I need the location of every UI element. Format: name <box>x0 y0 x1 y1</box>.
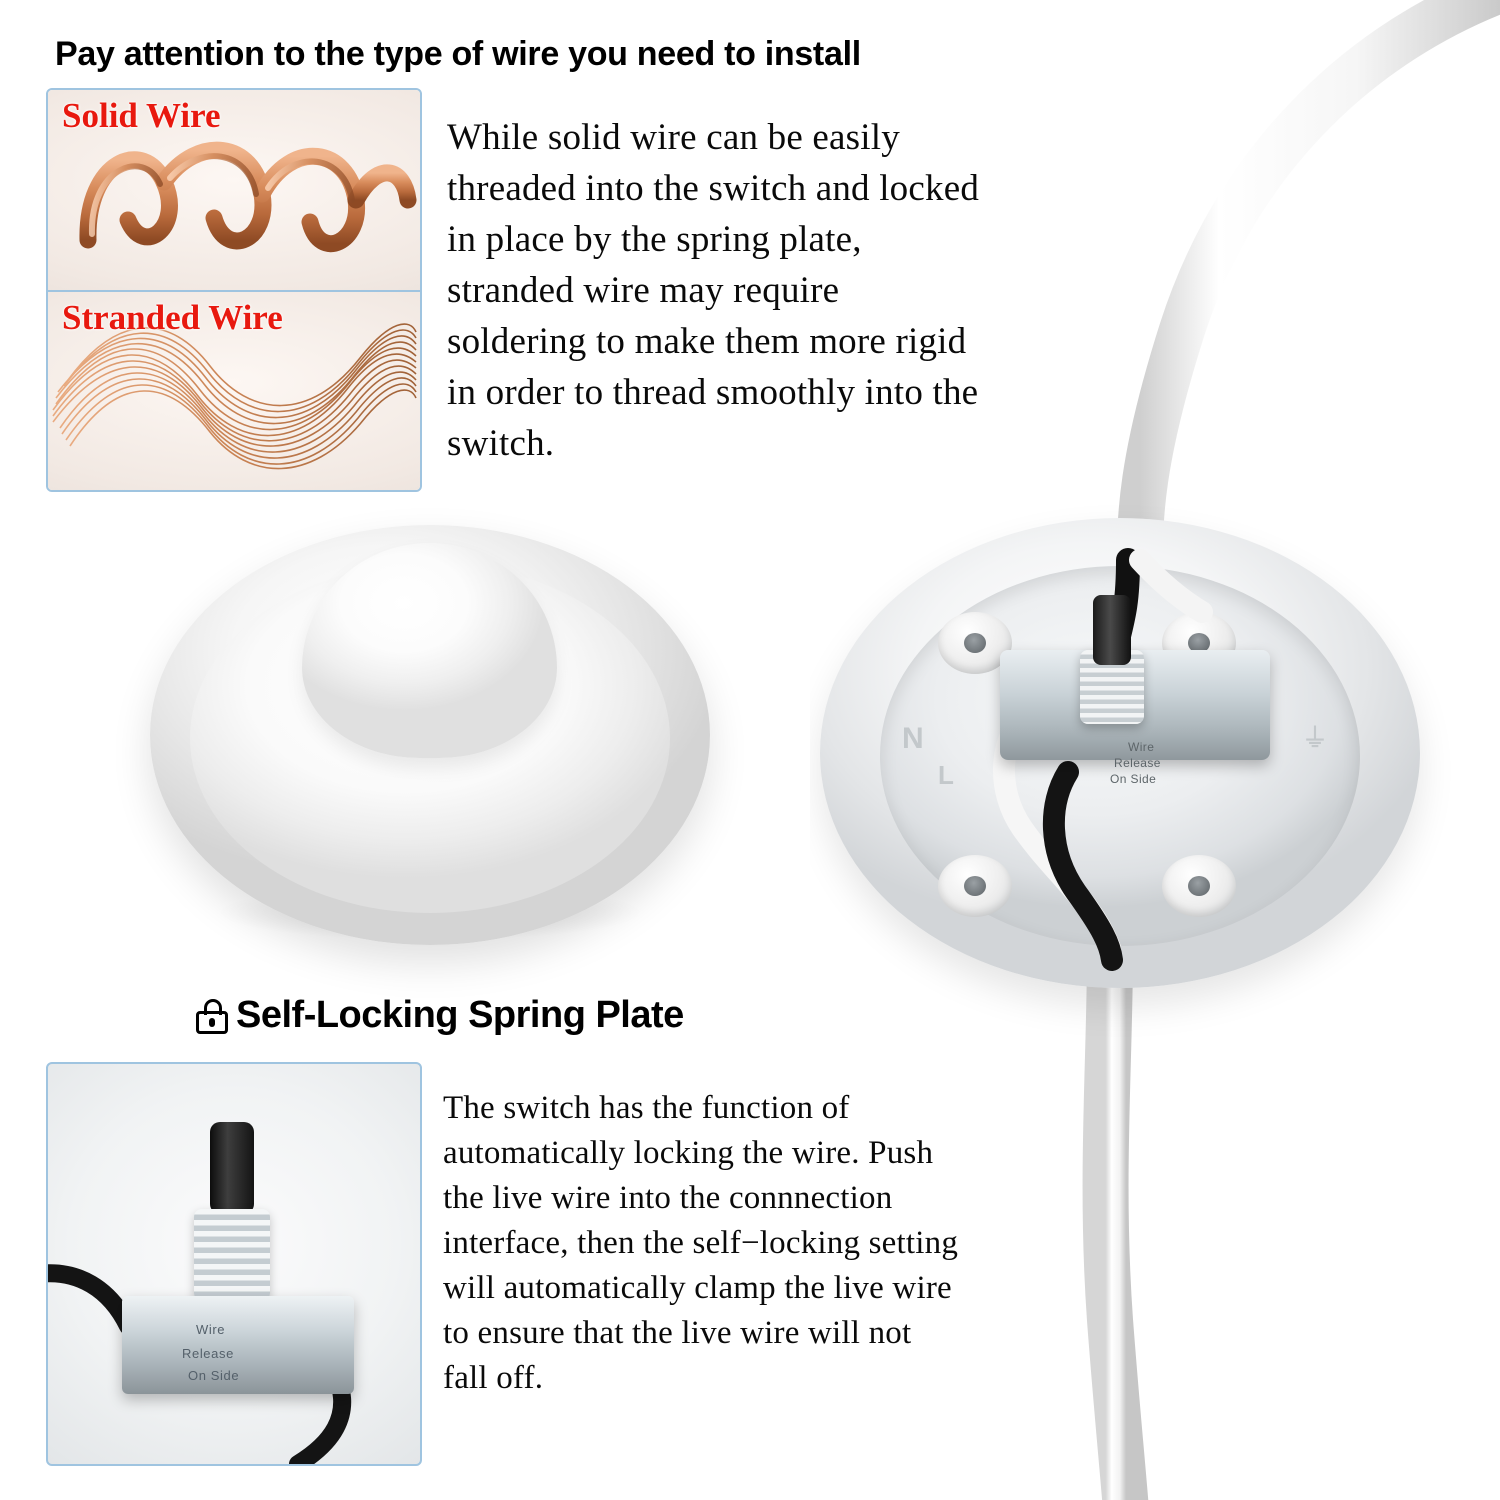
threaded-collar <box>194 1209 270 1301</box>
solid-wire-label: Solid Wire <box>62 96 221 135</box>
solid-wire-cell <box>48 90 420 290</box>
self-locking-heading: Self-Locking Spring Plate <box>236 994 684 1036</box>
plunger-stem <box>1093 595 1131 665</box>
terminal-marking-line-2: Release <box>1114 756 1161 770</box>
page-title: Pay attention to the type of wire you need to install <box>55 35 861 73</box>
self-locking-heading-group <box>196 994 684 1037</box>
plunger-knob <box>210 1122 254 1214</box>
spring-plate-marking-line-3: On Side <box>188 1368 240 1383</box>
spring-plate-photo <box>46 1062 422 1466</box>
spring-plate-marking-line-2: Release <box>182 1346 234 1361</box>
self-locking-paragraph: The switch has the function of automatically locking the wire. Push the live wire into the connnection interface, then the self−locking setting will automatically clamp the live wire to ensure that the live wire will not fall off. <box>443 1090 959 1396</box>
terminal-marking-line-1: Wire <box>1128 740 1155 754</box>
wire-type-paragraph: While solid wire can be easily threaded into the switch and locked in place by the spring plate, stranded wire may require soldering to make them more rigid in order to thread smoothly into the switch. <box>447 117 980 464</box>
earth-marking: ⏚ <box>1302 723 1329 753</box>
stranded-wire-label: Stranded Wire <box>62 298 283 337</box>
lock-icon <box>196 998 230 1034</box>
spring-plate-marking-line-1: Wire <box>196 1322 226 1337</box>
terminal-marking-line-3: On Side <box>1110 772 1157 786</box>
wire-type-panel <box>46 88 422 492</box>
neutral-marking: N <box>902 722 924 755</box>
live-marking: L <box>938 760 954 790</box>
foot-switch-photo <box>150 505 710 955</box>
stranded-wire-cell <box>48 290 420 492</box>
